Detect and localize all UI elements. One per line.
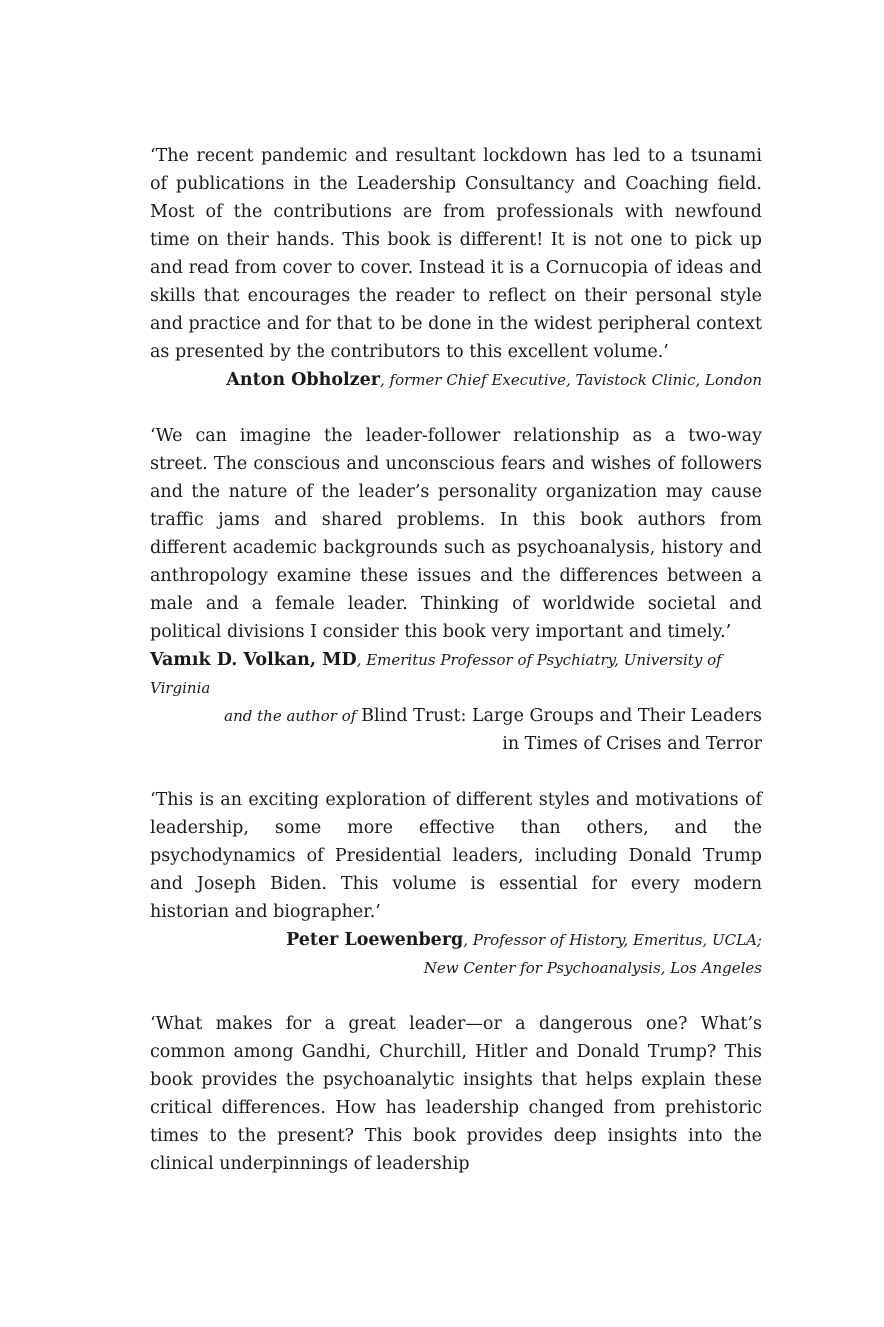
endorser-name: Vamık D. Volkan, MD — [150, 650, 357, 670]
endorsement-quote: ‘This is an exciting exploration of different styles and motivations of leadership, some more effective than others, and the psychodynamics of Presidential leaders, including Donald Trump and Joseph Biden. This volume is essential for every modern historian and biographer.’ — [150, 790, 762, 922]
endorser-name: Anton Obholzer — [226, 370, 380, 390]
endorser-book-title: Blind Trust: Large Groups and Their Leaders in Times of Crises and Terror — [361, 706, 762, 754]
endorsement-quote: ‘The recent pandemic and resultant lockdown has led to a tsunami of publications in the Leadership Consultancy and Coaching field. Most of the contributions are from professionals with newfound time on their hands. This book is different! It is not one to pick up and read from cover to cover. Instead it is a Cornucopia of ideas and skills that encourages the reader to reflect on their personal style and practice and for that to be done in the widest peripheral context as presented by the contributors to this excellent volume.’ — [150, 146, 762, 362]
endorser-name: Peter Loewenberg — [286, 930, 464, 950]
endorsement-1 — [150, 142, 762, 394]
endorser-role: , former Chief Executive, Tavistock Clinic, London — [379, 371, 762, 389]
endorsement-4 — [150, 1010, 762, 1178]
endorser-role-continued: New Center for Psychoanalysis, Los Angeles — [423, 959, 762, 977]
endorsement-attribution — [150, 366, 762, 394]
endorser-role: , Emeritus Professor of Psychiatry, University of Virginia — [150, 651, 722, 697]
endorsement-attribution — [150, 646, 762, 702]
endorsement-attribution-continued — [150, 702, 762, 758]
endorsements-page — [150, 142, 762, 1206]
endorsement-3 — [150, 786, 762, 982]
endorser-role: , Professor of History, Emeritus, UCLA; — [463, 931, 762, 949]
endorsement-2 — [150, 422, 762, 758]
endorsement-attribution-continued — [150, 954, 762, 982]
endorser-role-continued: and the author of — [224, 707, 362, 725]
endorsement-attribution — [150, 926, 762, 954]
endorsement-quote: ‘We can imagine the leader-follower relationship as a two-way street. The conscious and unconscious fears and wishes of followers and the nature of the leader’s personality organization may cause traffic jams and shared problems. In this book authors from different academic backgrounds such as psychoanalysis, history and anthropology examine these issues and the differences between a male and a female leader. Thinking of worldwide societal and political divisions I consider this book very important and timely.’ — [150, 426, 762, 642]
endorsement-quote: ‘What makes for a great leader—or a dangerous one? What’s common among Gandhi, Churchill, Hitler and Donald Trump? This book provides the psychoanalytic insights that helps explain these critical differences. How has leadership changed from prehistoric times to the present? This book provides deep insights into the clinical underpinnings of leadership — [150, 1014, 762, 1174]
